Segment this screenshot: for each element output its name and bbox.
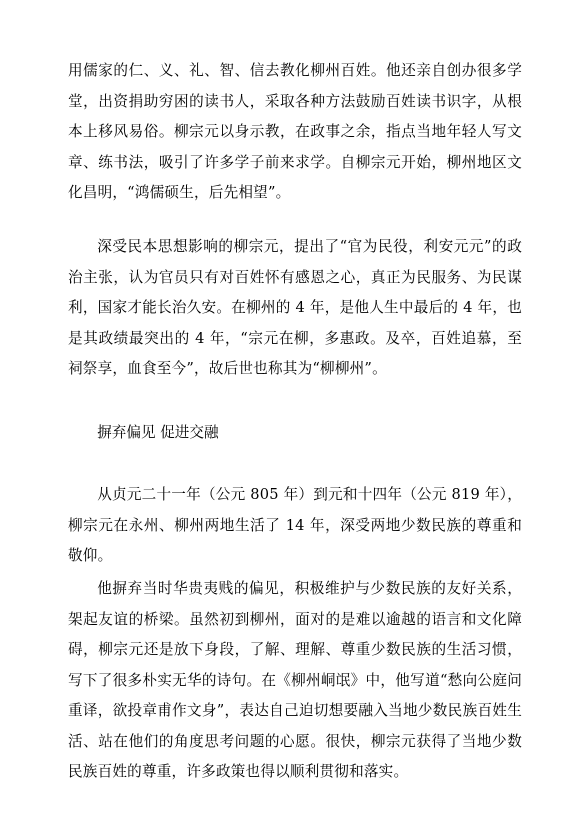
paragraph-minorities: 他摒弃当时华贵夷贱的偏见，积极维护与少数民族的友好关系，架起友谊的桥梁。虽然初到柳州，面对的是难以逾越的语言和文化障碍，柳宗元还是放下身段，了解、理解、尊重少数民族的生活习惯，写下了很多朴实无华的诗句。在《柳州峒氓》中，他写道“愁向公庭问重译，欲投章甫作文身”，表达自己迫切想要融入当地少数民族百姓生活、站在他们的角度思考问题的心愿。很快，柳宗元获得了当地少数民族百姓的尊重，许多政策也得以顺利贯彻和落实。 (68, 580, 522, 780)
paragraph-years: 从贞元二十一年（公元 805 年）到元和十四年（公元 819 年），柳宗元在永州、柳州两地生活了 14 年，深受两地少数民族的尊重和敬仰。 (68, 486, 522, 564)
paragraph-governance: 深受民本思想影响的柳宗元，提出了“官为民役，利安元元”的政治主张，认为官员只有对百姓怀有感恩之心，真正为民服务、为民谋利，国家才能长治久安。在柳州的 4 年，是他人生中最后的 4 年，也是其政绩最突出的 4 年，“宗元在柳，多惠政。及卒，百姓追慕，至祠祭享，血食至今”，故后世也称其为“柳柳州”。 (68, 238, 522, 377)
section-heading: 摒弃偏见 促进交融 (97, 424, 219, 441)
paragraph-culture: 用儒家的仁、义、礼、智、信去教化柳州百姓。他还亲自创办很多学堂，出资捐助穷困的读书人，采取各种方法鼓励百姓读书识字，从根本上移风易俗。柳宗元以身示教，在政事之余，指点当地年轻人写文章、练书法，吸引了许多学子前来求学。自柳宗元开始，柳州地区文化昌明，“鸿儒硕生，后先相望”。 (68, 62, 522, 201)
